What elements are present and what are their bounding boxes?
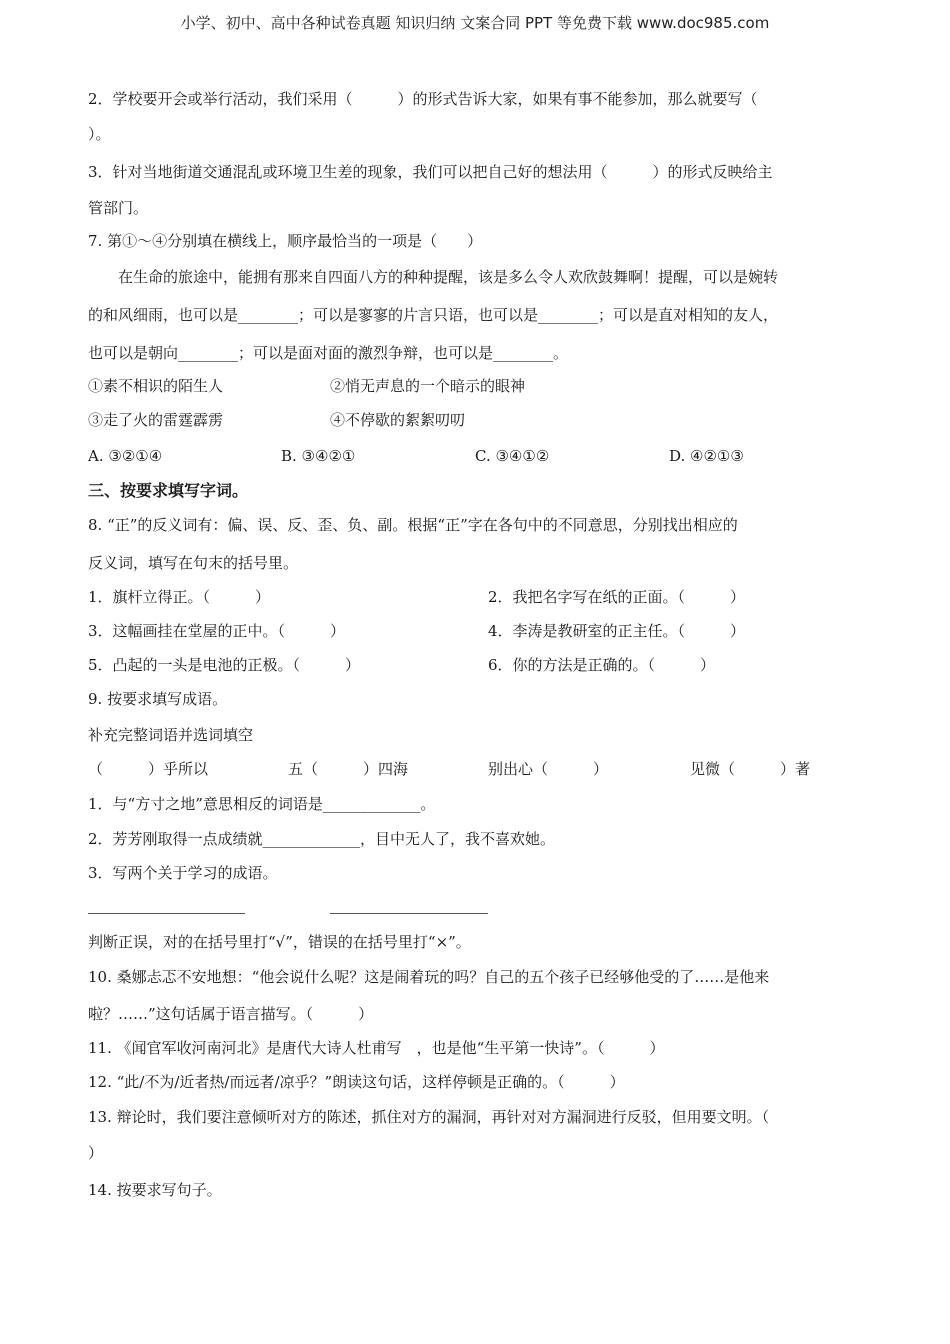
section3-title: 三、按要求填写字词。	[88, 481, 249, 500]
q7-passage-line3: 也可以是朝向________；可以是面对面的激烈争辩，也可以是________。	[88, 344, 569, 362]
q12-text: 12. “此/不为/近者热/而远者/凉乎？”朗读这句话，这样停顿是正确的。（ ）	[88, 1073, 625, 1091]
q8-sentence-5: 5．凸起的一头是电池的正极。（ ）	[88, 656, 361, 674]
q7-choice-a[interactable]: A. ③②①④	[88, 447, 163, 465]
q9-word-4: 见微（ ）著	[690, 760, 811, 778]
q8-stem-line1: 8. “正”的反义词有：偏、误、反、歪、负、副。根据“正”字在各句中的不同意思，分别找出相应的	[88, 516, 738, 534]
q10-line2: 啦？……”这句话属于语言描写。（ ）	[88, 1005, 374, 1023]
q9-word-3: 别出心（ ）	[488, 760, 609, 778]
q8-sentence-6: 6．你的方法是正确的。（ ）	[488, 656, 716, 674]
q7-option-2: ②悄无声息的一个暗示的眼神	[330, 377, 526, 395]
q6-item3-line2: 管部门。	[88, 199, 149, 217]
q9-item-3: 3．写两个关于学习的成语。	[88, 864, 278, 882]
q7-choice-d[interactable]: D. ④②①③	[669, 447, 744, 465]
q9-stem: 9. 按要求填写成语。	[88, 690, 228, 708]
judge-intro: 判断正误，对的在括号里打“√”，错误的在括号里打“×”。	[88, 933, 471, 951]
q13-line2: ）	[88, 1144, 104, 1162]
q9-item-2: 2．芳芳刚取得一点成绩就_____________，目中无人了，我不喜欢她。	[88, 830, 556, 848]
q9-item-1: 1．与“方寸之地”意思相反的词语是_____________。	[88, 795, 436, 813]
q6-item2-line2: ）。	[88, 125, 111, 143]
q9-word-1: （ ）乎所以	[88, 760, 209, 778]
page-header: 小学、初中、高中各种试卷真题 知识归纳 文案合同 PPT 等免费下载 www.doc985.com	[180, 14, 770, 32]
q8-stem-line2: 反义词，填写在句末的括号里。	[88, 554, 299, 572]
q11-text: 11. 《闻官军收河南河北》是唐代大诗人杜甫写 ，也是他“生平第一快诗”。（ ）	[88, 1039, 665, 1057]
q6-item3-line1: 3．针对当地街道交通混乱或环境卫生差的现象，我们可以把自己好的想法用（ ）的形式反映给主	[88, 163, 773, 181]
q8-sentence-3: 3．这幅画挂在堂屋的正中。（ ）	[88, 622, 346, 640]
q10-line1: 10. 桑娜忐忑不安地想：“他会说什么呢？这是闹着玩的吗？自己的五个孩子已经够他受的了……是他来	[88, 968, 770, 986]
q6-item2-line1: 2．学校要开会或举行活动，我们采用（ ）的形式告诉大家，如果有事不能参加，那么就要写（	[88, 90, 758, 108]
q7-stem: 7. 第①～④分别填在横线上，顺序最恰当的一项是（ ）	[88, 232, 483, 250]
answer-line-2[interactable]	[330, 913, 488, 914]
q14-text: 14. 按要求写句子。	[88, 1181, 222, 1199]
q7-choice-c[interactable]: C. ③④①②	[475, 447, 550, 465]
q8-sentence-2: 2．我把名字写在纸的正面。（ ）	[488, 588, 746, 606]
q7-choice-b[interactable]: B. ③④②①	[281, 447, 356, 465]
q7-passage-line1: 在生命的旅途中，能拥有那来自四面八方的种种提醒，该是多么令人欢欣鼓舞啊！提醒，可以是婉转	[118, 268, 779, 286]
q9-word-2: 五（ ）四海	[288, 760, 409, 778]
q9-subtitle: 补充完整词语并选词填空	[88, 726, 254, 744]
q7-option-4: ④不停歇的絮絮叨叨	[330, 411, 466, 429]
q13-line1: 13. 辩论时，我们要注意倾听对方的陈述，抓住对方的漏洞，再针对对方漏洞进行反驳，但用要文明。（	[88, 1108, 770, 1126]
q7-option-3: ③走了火的雷霆霹雳	[88, 411, 224, 429]
q8-sentence-4: 4．李涛是教研室的正主任。（ ）	[488, 622, 746, 640]
q7-option-1: ①素不相识的陌生人	[88, 377, 224, 395]
q8-sentence-1: 1．旗杆立得正。（ ）	[88, 588, 271, 606]
answer-line-1[interactable]	[88, 913, 245, 914]
q7-passage-line2: 的和风细雨，也可以是________；可以是寥寥的片言只语，也可以是________；可以是直对相知的友人，	[88, 306, 779, 324]
